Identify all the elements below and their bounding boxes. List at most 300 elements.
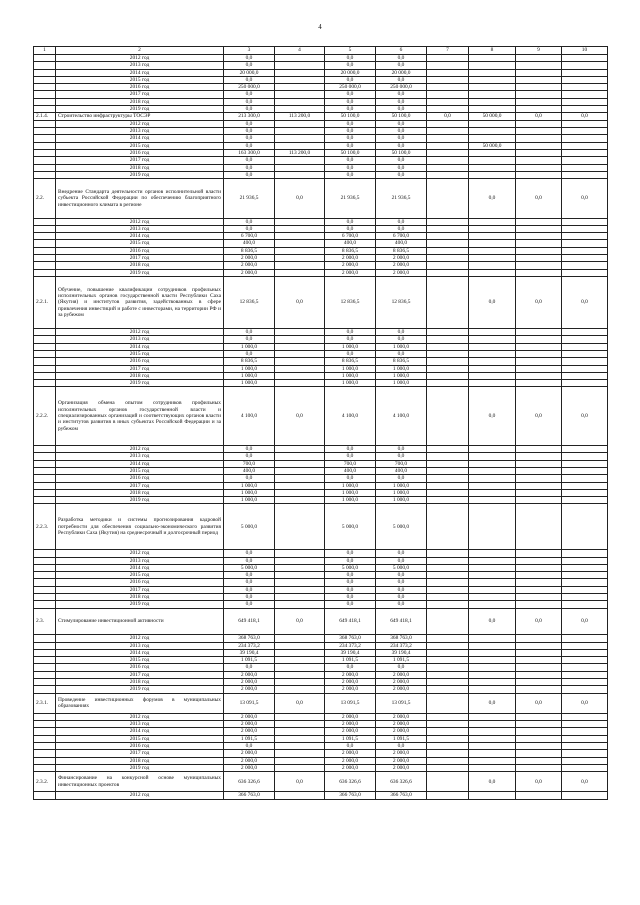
amount-cell [516,497,562,504]
amount-cell: 1 091,5 [224,735,275,742]
year-label: 2017 год [56,482,224,489]
item-number [34,713,56,720]
amount-cell [427,642,469,649]
amount-cell [469,713,516,720]
item-number [34,792,56,799]
amount-cell: 50 100,0 [376,149,427,156]
amount-cell [562,735,608,742]
amount-cell: 1 000,0 [376,365,427,372]
amount-cell [275,343,325,350]
amount-cell [516,365,562,372]
amount-cell [562,475,608,482]
item-number [34,671,56,678]
amount-cell: 0,0 [325,135,376,142]
amount-cell [469,475,516,482]
amount-cell: 0,0 [275,276,325,328]
column-number: 1 [34,47,56,55]
amount-cell [562,757,608,764]
item-number: 2.3.1. [34,693,56,713]
item-number [34,233,56,240]
year-label: 2012 год [56,55,224,62]
amount-cell: 2 000,0 [376,728,427,735]
amount-cell: 5 000,0 [325,504,376,550]
amount-cell [275,586,325,593]
year-row [34,572,608,579]
amount-cell [562,489,608,496]
amount-cell [275,550,325,557]
amount-cell: 2 000,0 [376,764,427,771]
amount-cell: 21 936,5 [376,179,427,218]
amount-cell [469,262,516,269]
year-row [34,142,608,149]
amount-cell: 0,0 [325,572,376,579]
amount-cell [275,62,325,69]
amount-cell [427,792,469,799]
item-number [34,269,56,276]
amount-cell: 2 000,0 [224,679,275,686]
amount-cell: 21 936,5 [224,179,275,218]
amount-cell [275,460,325,467]
amount-cell: 0,0 [325,351,376,358]
column-number: 4 [275,47,325,55]
column-number: 7 [427,47,469,55]
item-number: 2.2.1. [34,276,56,328]
amount-cell [275,557,325,564]
year-row [34,757,608,764]
amount-cell [562,84,608,91]
amount-cell [469,365,516,372]
amount-cell [562,351,608,358]
amount-cell: 649 418,1 [376,608,427,635]
amount-cell: 0,0 [376,336,427,343]
year-label: 2015 год [56,240,224,247]
year-row [34,171,608,178]
amount-cell [562,149,608,156]
amount-cell [516,635,562,642]
amount-cell: 0,0 [325,586,376,593]
year-row [34,750,608,757]
amount-cell [516,764,562,771]
amount-cell [427,686,469,693]
amount-cell [469,69,516,76]
amount-cell: 0,0 [376,218,427,225]
amount-cell [469,742,516,749]
amount-cell [469,792,516,799]
amount-cell [427,735,469,742]
amount-cell [427,98,469,105]
year-label: 2015 год [56,76,224,83]
amount-cell: 1 091,5 [224,657,275,664]
amount-cell: 1 000,0 [376,482,427,489]
item-number [34,128,56,135]
amount-cell: 12 836,5 [224,276,275,328]
year-label: 2015 год [56,735,224,742]
item-number [34,475,56,482]
amount-cell [562,98,608,105]
amount-cell [562,601,608,608]
amount-cell: 1 000,0 [224,372,275,379]
amount-cell: 12 836,5 [376,276,427,328]
amount-cell [516,564,562,571]
amount-cell: 6 700,0 [224,233,275,240]
amount-cell: 2 000,0 [224,269,275,276]
item-number [34,336,56,343]
amount-cell: 400,0 [376,467,427,474]
amount-cell: 0,0 [224,453,275,460]
year-row [34,728,608,735]
amount-cell [562,686,608,693]
amount-cell [469,106,516,113]
year-row [34,679,608,686]
amount-cell [275,453,325,460]
amount-cell: 113 200,0 [275,113,325,120]
item-number [34,218,56,225]
year-row [34,329,608,336]
amount-cell [427,120,469,127]
amount-cell: 0,0 [224,142,275,149]
amount-cell [275,269,325,276]
amount-cell [469,84,516,91]
amount-cell [275,564,325,571]
amount-cell: 4 100,0 [224,387,275,446]
amount-cell [516,269,562,276]
amount-cell [469,757,516,764]
amount-cell: 5 000,0 [224,504,275,550]
amount-cell: 2 000,0 [224,728,275,735]
amount-cell [427,380,469,387]
amount-cell [427,343,469,350]
item-number [34,497,56,504]
year-row [34,372,608,379]
amount-cell [516,489,562,496]
amount-cell: 0,0 [376,586,427,593]
year-label: 2019 год [56,497,224,504]
amount-cell [427,55,469,62]
amount-cell [562,586,608,593]
year-row [34,460,608,467]
amount-cell: 0,0 [469,608,516,635]
amount-cell: 0,0 [224,164,275,171]
amount-cell [469,642,516,649]
amount-cell [469,76,516,83]
amount-cell [516,240,562,247]
amount-cell [516,262,562,269]
amount-cell [516,750,562,757]
amount-cell [275,664,325,671]
item-number [34,55,56,62]
item-row [34,608,608,635]
amount-cell: 700,0 [325,460,376,467]
amount-cell: 12 836,5 [325,276,376,328]
amount-cell: 0,0 [224,742,275,749]
amount-cell [516,594,562,601]
amount-cell: 2 000,0 [376,757,427,764]
year-row [34,120,608,127]
amount-cell: 0,0 [325,157,376,164]
amount-cell: 1 000,0 [224,482,275,489]
amount-cell: 0,0 [325,128,376,135]
amount-cell: 0,0 [224,157,275,164]
amount-cell [516,91,562,98]
amount-cell: 0,0 [325,142,376,149]
amount-cell: 400,0 [224,467,275,474]
amount-cell: 0,0 [224,586,275,593]
column-number: 9 [516,47,562,55]
amount-cell [427,269,469,276]
amount-cell [516,735,562,742]
amount-cell [562,482,608,489]
amount-cell: 20 000,0 [224,69,275,76]
amount-cell [469,657,516,664]
amount-cell: 0,0 [224,446,275,453]
year-label: 2013 год [56,557,224,564]
amount-cell: 50 100,0 [325,149,376,156]
amount-cell [427,671,469,678]
amount-cell [516,792,562,799]
amount-cell [427,179,469,218]
amount-cell: 0,0 [376,579,427,586]
amount-cell: 2 000,0 [325,679,376,686]
amount-cell: 0,0 [224,135,275,142]
amount-cell [427,664,469,671]
year-label: 2017 год [56,365,224,372]
year-row [34,225,608,232]
amount-cell [427,497,469,504]
year-row [34,657,608,664]
amount-cell [275,713,325,720]
amount-cell [562,329,608,336]
amount-cell [469,497,516,504]
amount-cell [562,467,608,474]
amount-cell [469,62,516,69]
amount-cell [427,721,469,728]
amount-cell [427,764,469,771]
amount-cell [469,671,516,678]
amount-cell: 50 000,0 [469,113,516,120]
amount-cell [469,735,516,742]
amount-cell: 0,0 [376,329,427,336]
amount-cell: 0,0 [224,601,275,608]
column-number: 2 [56,47,224,55]
amount-cell: 1 000,0 [376,343,427,350]
amount-cell: 0,0 [275,387,325,446]
year-row [34,475,608,482]
amount-cell [427,387,469,446]
amount-cell: 0,0 [325,446,376,453]
amount-cell: 0,0 [376,557,427,564]
amount-cell: 6 700,0 [376,233,427,240]
amount-cell [562,579,608,586]
amount-cell: 0,0 [376,225,427,232]
amount-cell [427,255,469,262]
amount-cell: 1 000,0 [224,343,275,350]
amount-cell: 0,0 [224,128,275,135]
column-number: 8 [469,47,516,55]
amount-cell [427,713,469,720]
column-number: 6 [376,47,427,55]
year-row [34,69,608,76]
year-label: 2016 год [56,84,224,91]
amount-cell: 0,0 [469,179,516,218]
amount-cell: 0,0 [224,329,275,336]
amount-cell: 0,0 [325,98,376,105]
amount-cell [427,171,469,178]
amount-cell: 636 326,6 [376,772,427,792]
amount-cell [562,713,608,720]
amount-cell [469,664,516,671]
amount-cell [562,721,608,728]
amount-cell [275,642,325,649]
item-number: 2.2.3. [34,504,56,550]
item-number [34,157,56,164]
amount-cell [275,750,325,757]
amount-cell: 0,0 [224,55,275,62]
amount-cell [427,91,469,98]
amount-cell [427,329,469,336]
year-row [34,489,608,496]
year-label: 2019 год [56,764,224,771]
year-row [34,564,608,571]
amount-cell [275,446,325,453]
amount-cell [275,336,325,343]
amount-cell: 2 000,0 [224,750,275,757]
year-label: 2012 год [56,218,224,225]
amount-cell [427,106,469,113]
amount-cell: 0,0 [325,171,376,178]
amount-cell: 2 000,0 [224,764,275,771]
year-label: 2014 год [56,343,224,350]
amount-cell [516,171,562,178]
amount-cell [275,120,325,127]
amount-cell [516,728,562,735]
amount-cell [516,713,562,720]
amount-cell: 400,0 [224,240,275,247]
year-label: 2017 год [56,750,224,757]
year-row [34,497,608,504]
amount-cell [469,55,516,62]
amount-cell: 50 100,0 [376,113,427,120]
amount-cell [469,764,516,771]
amount-cell [516,475,562,482]
amount-cell [275,671,325,678]
amount-cell [275,467,325,474]
amount-cell: 0,0 [275,772,325,792]
amount-cell [469,579,516,586]
column-number-row [34,47,608,55]
amount-cell: 2 000,0 [325,713,376,720]
amount-cell [427,372,469,379]
year-label: 2013 год [56,336,224,343]
amount-cell [516,329,562,336]
amount-cell [275,218,325,225]
item-number [34,171,56,178]
item-description: Стимулирование инвестиционной активности [56,608,224,635]
amount-cell: 368 763,0 [376,635,427,642]
amount-cell: 2 000,0 [325,721,376,728]
item-number [34,750,56,757]
year-row [34,635,608,642]
amount-cell [562,764,608,771]
amount-cell: 0,0 [275,693,325,713]
item-number [34,764,56,771]
year-row [34,343,608,350]
year-row [34,240,608,247]
item-number: 2.3.2. [34,772,56,792]
amount-cell [427,657,469,664]
year-label: 2018 год [56,98,224,105]
amount-cell [427,742,469,749]
year-label: 2015 год [56,351,224,358]
amount-cell: 1 000,0 [224,380,275,387]
amount-cell [275,735,325,742]
item-description: Строительство инфраструктуры ТОСЭР [56,113,224,120]
amount-cell [562,164,608,171]
amount-cell: 0,0 [469,276,516,328]
amount-cell [516,135,562,142]
amount-cell: 0,0 [224,225,275,232]
item-number [34,365,56,372]
amount-cell: 0,0 [562,276,608,328]
item-number [34,757,56,764]
amount-cell [469,157,516,164]
amount-cell [275,504,325,550]
amount-cell [275,657,325,664]
amount-cell [516,572,562,579]
amount-cell [562,255,608,262]
year-row [34,255,608,262]
amount-cell: 2 000,0 [224,262,275,269]
item-number [34,142,56,149]
amount-cell [562,657,608,664]
amount-cell [516,157,562,164]
item-number [34,460,56,467]
item-number [34,657,56,664]
amount-cell: 0,0 [376,742,427,749]
amount-cell: 2 000,0 [325,255,376,262]
year-label: 2014 год [56,135,224,142]
amount-cell [275,329,325,336]
item-number [34,106,56,113]
item-number: 2.3. [34,608,56,635]
item-number [34,380,56,387]
amount-cell: 8 836,5 [376,247,427,254]
amount-cell [516,380,562,387]
amount-cell [469,329,516,336]
amount-cell [469,557,516,564]
amount-cell: 1 091,5 [376,735,427,742]
amount-cell [562,460,608,467]
amount-cell [275,489,325,496]
amount-cell [469,728,516,735]
amount-cell [469,351,516,358]
amount-cell [427,608,469,635]
amount-cell [427,446,469,453]
amount-cell [427,62,469,69]
amount-cell: 0,0 [562,772,608,792]
amount-cell [516,460,562,467]
amount-cell [562,91,608,98]
amount-cell: 0,0 [224,550,275,557]
year-row [34,351,608,358]
amount-cell: 700,0 [376,460,427,467]
amount-cell: 0,0 [516,179,562,218]
amount-cell: 0,0 [325,164,376,171]
amount-cell: 0,0 [516,608,562,635]
amount-cell [562,120,608,127]
amount-cell: 1 000,0 [325,365,376,372]
amount-cell: 1 000,0 [325,372,376,379]
amount-cell [562,504,608,550]
